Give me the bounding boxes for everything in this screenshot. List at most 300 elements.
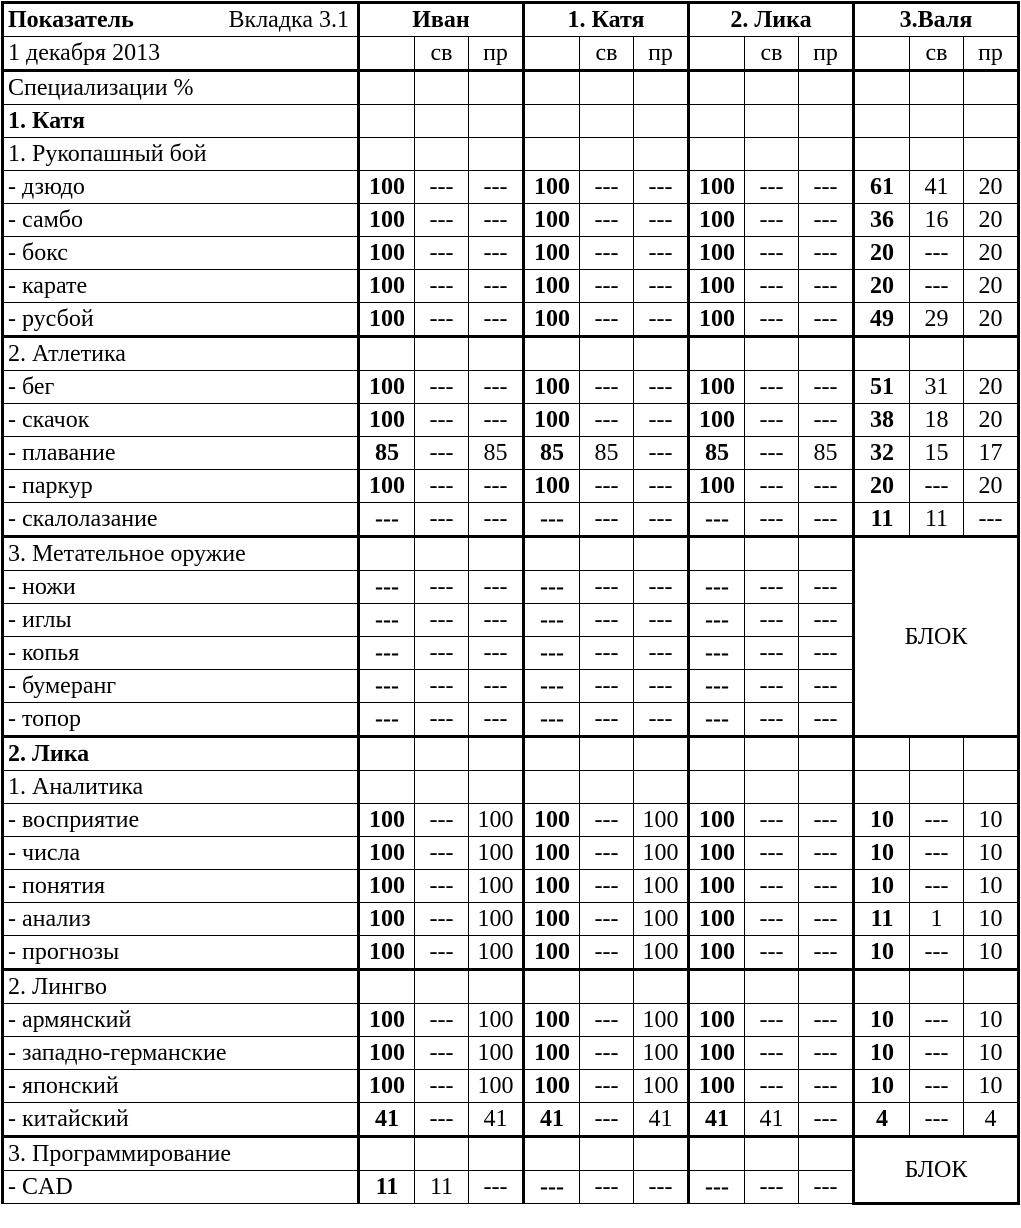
value-cell: 100 [634,837,689,870]
value-cell: --- [634,1171,689,1204]
value-cell: --- [799,837,854,870]
value-cell: --- [469,270,524,303]
value-cell: --- [910,237,964,270]
value-cell [580,105,634,138]
value-cell: --- [745,237,799,270]
value-cell [745,138,799,171]
value-cell: --- [469,1171,524,1204]
row-label: - плавание [3,437,359,470]
value-cell: --- [469,604,524,637]
value-cell [854,970,910,1004]
value-cell: 100 [524,837,580,870]
value-cell: --- [415,571,469,604]
value-cell: 41 [910,171,964,204]
value-cell: --- [634,670,689,703]
table-row [3,1037,1019,1070]
value-cell: --- [524,637,580,670]
value-cell: 100 [359,171,415,204]
value-cell: 11 [415,1171,469,1204]
subheader-sv: св [910,37,964,71]
value-cell [689,71,745,105]
value-cell: 100 [524,371,580,404]
value-cell: --- [580,870,634,903]
value-cell: 10 [854,804,910,837]
subheader-total [524,37,580,71]
value-cell: 100 [359,804,415,837]
value-cell: --- [799,604,854,637]
value-cell [964,105,1019,138]
row-label: 1. Аналитика [3,771,359,804]
value-cell [415,337,469,371]
value-cell: --- [415,903,469,936]
value-cell: --- [469,404,524,437]
value-cell: 11 [359,1171,415,1204]
row-label: - восприятие [3,804,359,837]
value-cell: 100 [469,804,524,837]
blocked-cell: БЛОК [854,1137,1019,1204]
value-cell [910,970,964,1004]
value-cell: --- [799,1103,854,1137]
value-cell [964,138,1019,171]
value-cell [415,970,469,1004]
value-cell: --- [580,1103,634,1137]
value-cell [469,337,524,371]
value-cell [854,737,910,771]
value-cell: --- [964,503,1019,537]
value-cell: 10 [854,837,910,870]
value-cell: --- [799,470,854,503]
value-cell: --- [799,703,854,737]
value-cell: --- [910,1070,964,1103]
row-label: 2. Лингво [3,970,359,1004]
value-cell: --- [415,237,469,270]
value-cell [799,970,854,1004]
value-cell [910,771,964,804]
value-cell: 61 [854,171,910,204]
value-cell: --- [469,237,524,270]
table-row [3,371,1019,404]
value-cell: 10 [854,936,910,970]
value-cell: --- [359,503,415,537]
value-cell: --- [580,1004,634,1037]
table-row [3,936,1019,970]
value-cell [634,1137,689,1171]
value-cell: 10 [964,1070,1019,1103]
value-cell: --- [799,870,854,903]
specializations-table [1,1,1020,1205]
row-label: - западно-германские [3,1037,359,1070]
value-cell [580,537,634,571]
value-cell [469,771,524,804]
value-cell: 85 [799,437,854,470]
table-row [3,303,1019,337]
value-cell: --- [634,503,689,537]
value-cell [359,970,415,1004]
value-cell: --- [580,371,634,404]
value-cell [799,737,854,771]
value-cell: 10 [964,870,1019,903]
value-cell [580,71,634,105]
value-cell: 100 [359,1070,415,1103]
value-cell [524,771,580,804]
value-cell: 49 [854,303,910,337]
value-cell: --- [745,670,799,703]
value-cell: 100 [634,1004,689,1037]
row-label: - ножи [3,571,359,604]
subheader-total [359,37,415,71]
value-cell: 41 [524,1103,580,1137]
value-cell: --- [415,1070,469,1103]
value-cell [689,771,745,804]
value-cell: --- [415,470,469,503]
value-cell: --- [745,503,799,537]
value-cell: 38 [854,404,910,437]
value-cell: 100 [469,1070,524,1103]
value-cell [580,1137,634,1171]
subheader-pr: пр [634,37,689,71]
subheader-total [689,37,745,71]
value-cell: --- [910,1004,964,1037]
value-cell: 16 [910,204,964,237]
row-label: - русбой [3,303,359,337]
value-cell: 100 [359,837,415,870]
value-cell: --- [359,571,415,604]
value-cell: --- [745,1037,799,1070]
value-cell: 20 [964,303,1019,337]
value-cell: --- [799,1070,854,1103]
row-label: - топор [3,703,359,737]
value-cell: --- [745,437,799,470]
value-cell: --- [415,837,469,870]
value-cell: --- [469,571,524,604]
person-header-katya: 1. Катя [524,3,689,37]
value-cell [689,537,745,571]
value-cell: 20 [964,270,1019,303]
value-cell: --- [745,404,799,437]
subheader-pr: пр [469,37,524,71]
value-cell: --- [745,571,799,604]
value-cell: 10 [854,1037,910,1070]
value-cell: --- [469,204,524,237]
value-cell [745,1137,799,1171]
value-cell: --- [689,670,745,703]
value-cell [910,138,964,171]
value-cell: --- [359,703,415,737]
value-cell: 100 [469,870,524,903]
value-cell: --- [634,604,689,637]
value-cell: --- [745,804,799,837]
value-cell: --- [469,703,524,737]
value-cell: --- [634,637,689,670]
value-cell [469,1137,524,1171]
value-cell: 32 [854,437,910,470]
value-cell [634,71,689,105]
row-label: - японский [3,1070,359,1103]
value-cell [634,771,689,804]
row-label: - скалолазание [3,503,359,537]
value-cell: --- [580,503,634,537]
value-cell: 100 [359,404,415,437]
value-cell: --- [524,571,580,604]
table-row [3,1137,1019,1171]
value-cell: 41 [634,1103,689,1137]
row-label: - китайский [3,1103,359,1137]
value-cell: --- [745,1004,799,1037]
value-cell: --- [580,804,634,837]
value-cell: --- [415,870,469,903]
value-cell [910,105,964,138]
value-cell: --- [415,171,469,204]
value-cell: --- [689,1171,745,1204]
value-cell: --- [634,171,689,204]
value-cell: 29 [910,303,964,337]
value-cell: --- [745,470,799,503]
value-cell: --- [689,571,745,604]
value-cell: 4 [964,1103,1019,1137]
value-cell: --- [580,270,634,303]
value-cell: --- [415,670,469,703]
value-cell: --- [745,837,799,870]
value-cell: 100 [634,804,689,837]
value-cell: --- [415,637,469,670]
table-row [3,837,1019,870]
value-cell: 10 [964,903,1019,936]
table-row [3,270,1019,303]
row-label: 3. Метательное оружие [3,537,359,571]
value-cell: 100 [634,1070,689,1103]
value-cell: 10 [964,804,1019,837]
value-cell [799,1137,854,1171]
value-cell: 100 [689,171,745,204]
value-cell: 100 [359,303,415,337]
person-header-valya: 3.Валя [854,3,1019,37]
value-cell [415,1137,469,1171]
value-cell: --- [634,371,689,404]
value-cell [580,771,634,804]
value-cell: --- [910,1103,964,1137]
value-cell: --- [745,703,799,737]
table-row [3,1103,1019,1137]
value-cell: --- [910,470,964,503]
value-cell [799,771,854,804]
value-cell: 100 [524,270,580,303]
value-cell: 100 [689,270,745,303]
value-cell [469,737,524,771]
value-cell: --- [799,637,854,670]
value-cell: --- [745,1070,799,1103]
table-row [3,138,1019,171]
value-cell: 20 [854,270,910,303]
value-cell: --- [634,437,689,470]
value-cell [469,138,524,171]
value-cell: 10 [964,1037,1019,1070]
value-cell [689,1137,745,1171]
value-cell [469,105,524,138]
value-cell: --- [634,303,689,337]
value-cell: --- [799,936,854,970]
table-row [3,804,1019,837]
value-cell [580,737,634,771]
value-cell: --- [799,237,854,270]
row-label: 2. Лика [3,737,359,771]
row-label: - армянский [3,1004,359,1037]
value-cell [359,337,415,371]
value-cell: --- [910,804,964,837]
value-cell: 100 [689,804,745,837]
value-cell: --- [580,903,634,936]
row-label: 2. Атлетика [3,337,359,371]
value-cell: 100 [524,303,580,337]
value-cell: --- [580,303,634,337]
table-row [3,404,1019,437]
value-cell [580,138,634,171]
value-cell [415,771,469,804]
value-cell: --- [580,171,634,204]
value-cell: 100 [524,804,580,837]
value-cell [689,337,745,371]
subheader-pr: пр [964,37,1019,71]
value-cell [415,105,469,138]
value-cell [524,1137,580,1171]
value-cell [524,71,580,105]
value-cell [634,105,689,138]
value-cell: 15 [910,437,964,470]
value-cell: 100 [524,936,580,970]
value-cell: 10 [964,1004,1019,1037]
value-cell: --- [634,571,689,604]
row-label: - бумеранг [3,670,359,703]
value-cell [415,138,469,171]
value-cell: 100 [689,204,745,237]
value-cell: --- [799,404,854,437]
row-label: Специализации % [3,71,359,105]
table-row [3,237,1019,270]
value-cell [634,970,689,1004]
row-label: - иглы [3,604,359,637]
table-row [3,337,1019,371]
value-cell: 100 [469,1004,524,1037]
value-cell: --- [415,437,469,470]
value-cell [910,71,964,105]
value-cell: --- [415,1004,469,1037]
value-cell [745,537,799,571]
value-cell: 11 [910,503,964,537]
value-cell: --- [415,303,469,337]
value-cell: --- [524,503,580,537]
value-cell: --- [910,270,964,303]
value-cell: --- [469,470,524,503]
header-indicator-cell [3,3,359,37]
value-cell: --- [634,204,689,237]
value-cell: --- [799,670,854,703]
value-cell: 100 [524,903,580,936]
value-cell [634,337,689,371]
value-cell: --- [799,1171,854,1204]
value-cell: 100 [524,171,580,204]
value-cell: --- [634,404,689,437]
table-row [3,105,1019,138]
value-cell [964,970,1019,1004]
value-cell: --- [689,637,745,670]
value-cell: --- [524,604,580,637]
subheader-total [854,37,910,71]
value-cell: --- [745,270,799,303]
value-cell [359,1137,415,1171]
value-cell [359,138,415,171]
value-cell: --- [580,1171,634,1204]
value-cell: --- [580,204,634,237]
value-cell [415,737,469,771]
value-cell: --- [799,371,854,404]
value-cell [580,337,634,371]
row-label: - анализ [3,903,359,936]
value-cell [524,537,580,571]
value-cell [469,537,524,571]
value-cell [415,71,469,105]
value-cell [854,337,910,371]
row-label: 1. Рукопашный бой [3,138,359,171]
value-cell: --- [415,1103,469,1137]
value-cell: --- [634,703,689,737]
value-cell: --- [524,703,580,737]
subheader-sv: св [745,37,799,71]
value-cell: 100 [469,936,524,970]
value-cell: --- [799,1037,854,1070]
value-cell: --- [745,303,799,337]
value-cell: 100 [689,237,745,270]
value-cell: 100 [689,470,745,503]
value-cell: 100 [689,303,745,337]
value-cell: 100 [524,404,580,437]
value-cell [854,138,910,171]
value-cell: --- [415,270,469,303]
value-cell [854,105,910,138]
value-cell: --- [745,936,799,970]
value-cell: 20 [854,237,910,270]
value-cell: 10 [964,936,1019,970]
value-cell [580,970,634,1004]
value-cell: 100 [359,903,415,936]
value-cell: 85 [359,437,415,470]
value-cell [634,138,689,171]
table-row [3,537,1019,571]
value-cell: --- [415,404,469,437]
value-cell: 1 [910,903,964,936]
value-cell: --- [415,804,469,837]
value-cell: --- [415,936,469,970]
value-cell: --- [469,503,524,537]
value-cell [524,337,580,371]
indicator-label: Показатель [8,7,134,33]
value-cell: 18 [910,404,964,437]
value-cell: 100 [524,204,580,237]
value-cell: --- [689,703,745,737]
row-label: - самбо [3,204,359,237]
value-cell: 100 [359,1037,415,1070]
value-cell [854,771,910,804]
value-cell [359,771,415,804]
value-cell [799,138,854,171]
value-cell: 10 [854,870,910,903]
value-cell: 100 [524,870,580,903]
value-cell: --- [580,670,634,703]
value-cell: --- [415,1037,469,1070]
value-cell: 41 [469,1103,524,1137]
value-cell: --- [799,804,854,837]
row-label: - паркур [3,470,359,503]
row-label: - дзюдо [3,171,359,204]
value-cell: 85 [689,437,745,470]
